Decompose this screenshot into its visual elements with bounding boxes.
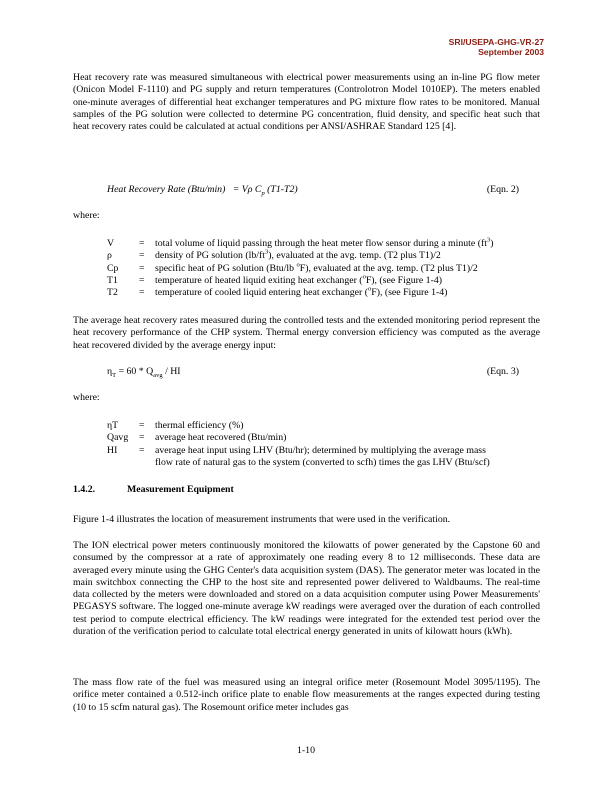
def-symbol: T1: [107, 274, 118, 286]
eqn2-number: (Eqn. 2): [486, 184, 519, 195]
definition-row: [107, 275, 547, 287]
where-label-2: where:: [73, 392, 100, 403]
def-equals: =: [139, 262, 145, 274]
report-date: September 2003: [478, 47, 544, 58]
def-symbol: V: [107, 238, 115, 249]
section-number: 1.4.2.: [73, 484, 96, 495]
def-text: thermal efficiency (%): [155, 420, 244, 431]
def-text: total volume of liquid passing through the heat meter flow sensor during a minute $(ft^3)$: [155, 236, 494, 249]
definition-row: [107, 238, 547, 250]
def-equals: =: [139, 420, 145, 431]
definition-row: [107, 287, 547, 299]
def-equals: =: [139, 250, 145, 262]
def-symbol: ηT: [107, 420, 119, 431]
fuel-flow-paragraph: The mass flow rate of the fuel was measured using an integral orifice meter (Rosemount Model 3095/1195). The orifice meter contained a 0.512-inch orifice plate to enable flow measurements at the ranges expected during testing (10 to 15 scfm natural gas). The Rosemount orifice meter includes gas: [73, 677, 540, 713]
def-symbol: Cp: [107, 262, 119, 274]
def-symbol: T2: [107, 287, 118, 299]
def-text: average heat recovered (Btu/min): [155, 432, 287, 444]
def-symbol: Qavg: [107, 432, 129, 444]
definition-row: [107, 420, 547, 432]
definition-row: [107, 432, 547, 444]
def-text: specific heat of PG solution (Btu/lb $^o$F), evaluated at the avg. temp. (T2 plus T1)/2: [155, 261, 478, 274]
def-text: average heat input using LHV (Btu/hr); determined by multiplying the average mass flow rate of natural gas to the system (converted to scfh) times the gas LHV (Btu/scf): [155, 444, 490, 468]
eqn2-rhs: = Vρ $C_p$ (T1-T2): [232, 184, 298, 197]
section-heading: [73, 484, 234, 496]
section-title: Measurement Equipment: [127, 484, 234, 495]
eqn3-definitions: [107, 420, 547, 469]
report-id: SRI/USEPA-GHG-VR-27: [448, 37, 544, 47]
report-header: [449, 37, 544, 58]
def-text: temperature of cooled liquid entering heat exchanger ($^o$F), (see Figure 1-4): [155, 285, 448, 299]
intro-paragraph: Heat recovery rate was measured simultaneous with electrical power measurements using an in-line PG flow meter (Onicon Model F-1110) and PG supply and return temperatures (Controlotron Model 1010EP). The meters enabled one-minute averages of differential heat exchanger temperatures and PG mixture flow rates to be monitored. Manual samples of the PG solution were collected to determine PG concentration, fluid density, and specific heat such that heat recovery rates could be calculated at actual conditions per ANSI/ASHRAE Standard 125 [4].: [73, 72, 540, 133]
def-text: temperature of heated liquid exiting heat exchanger ($^o$F), (see Figure 1-4): [155, 273, 442, 286]
eqn3-expression: $\eta_T = 60 * Q_{avg}$ / HI: [107, 366, 181, 379]
figure-paragraph: Figure 1-4 illustrates the location of measurement instruments that were used in the verification.: [73, 514, 451, 525]
def-equals: =: [139, 444, 145, 456]
ion-meters-paragraph: The ION electrical power meters continuously monitored the kilowatts of power generated by the Capstone 60 and consumed by the compressor at a rate of approximately one reading every 8 to 12 milliseconds. These data are averaged every minute using the GHG Center's data acquisition system (DAS). The generator meter was located in the main switchbox connecting the CHP to the host site and represented power delivered to Waldbaums. The real-time data collected by the meters were downloaded and stored on a data acquisition computer using Power Measurements' PEGASYS software. The logged one-minute average kW readings were averaged over the duration of each controlled test period to compute electrical efficiency. The kW readings were integrated for the extended test period over the duration of the verification period to calculate total electrical energy generated in units of kilowatt hours (kWh).: [73, 540, 540, 638]
page-number: 1-10: [297, 745, 315, 756]
eqn2-definitions: [107, 238, 547, 299]
eqn2-lhs: Heat Recovery Rate (Btu/min): [107, 184, 226, 195]
where-label-1: where:: [73, 210, 100, 221]
definition-row: [107, 263, 547, 275]
eqn3-number: (Eqn. 3): [486, 366, 519, 377]
def-equals: =: [139, 287, 145, 299]
definition-row: [107, 250, 547, 262]
efficiency-paragraph: The average heat recovery rates measured during the controlled tests and the extended monitoring period represent the heat recovery performance of the CHP system. Thermal energy conversion efficiency was computed as the average heat recovered divided by the average energy input:: [73, 315, 540, 351]
def-equals: =: [139, 238, 145, 249]
def-symbol: HI: [107, 444, 118, 456]
def-text: density of PG solution $(lb/ft^3)$, evaluated at the avg. temp. (T2 plus T1)/2: [155, 249, 441, 262]
definition-row: [107, 445, 547, 470]
equation-3: [107, 366, 519, 378]
def-symbol: ρ: [107, 250, 112, 262]
def-equals: =: [139, 274, 145, 286]
def-equals: =: [139, 432, 145, 444]
equation-2: [107, 184, 519, 196]
